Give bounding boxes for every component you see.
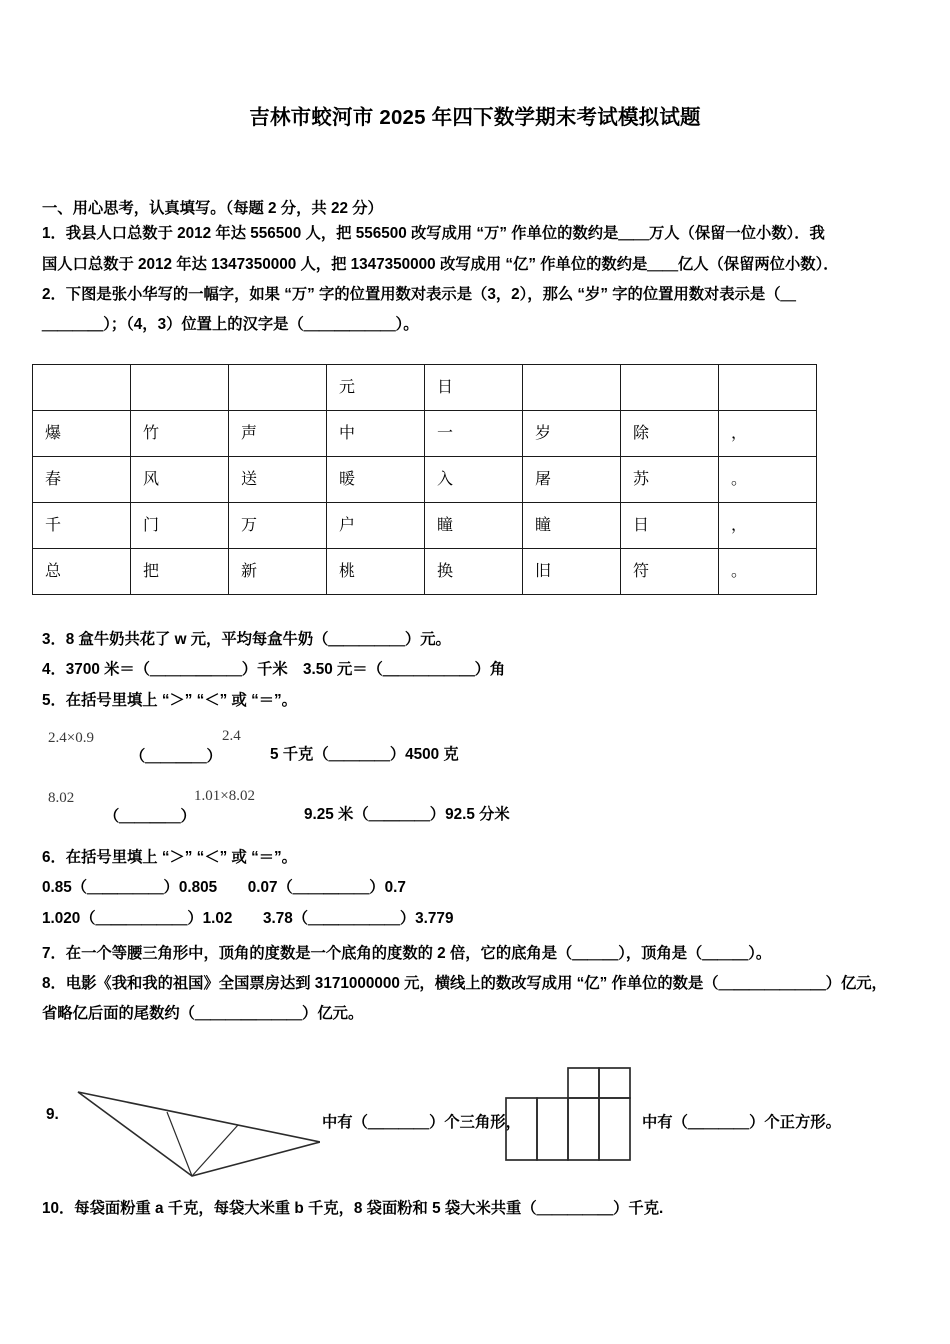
grid-cell: 苏	[621, 457, 719, 503]
question-1-line-1: 1．我县人口总数于 2012 年达 556500 人，把 556500 改写成用 “万” 作单位的数约是＿＿万人（保留一位小数）．我	[42, 225, 825, 243]
grid-cell: 旧	[523, 549, 621, 595]
grid-cell: 春	[33, 457, 131, 503]
question-9-text-triangles: 中有（＿＿＿＿）个三角形，	[322, 1114, 521, 1131]
grid-cell: ，	[719, 503, 817, 549]
question-10: 10．每袋面粉重 a 千克，每袋大米重 b 千克，8 袋面粉和 5 袋大米共重（＿＿＿＿＿）千克.	[42, 1200, 664, 1217]
q5-right-expression: 2.4	[222, 728, 241, 744]
grid-cell: 桃	[327, 549, 425, 595]
square-grid-figure	[500, 1062, 645, 1167]
q5-unit-comparison[interactable]: 9.25 米（＿＿＿＿）92.5 分米	[304, 806, 510, 823]
grid-cell: 声	[229, 411, 327, 457]
grid-cell	[131, 365, 229, 411]
grid-cell: 屠	[523, 457, 621, 503]
page-title: 吉林市蛟河市 2025 年四下数学期末考试模拟试题	[249, 106, 701, 129]
q5-answer-blank[interactable]: （＿＿＿＿）	[130, 748, 222, 765]
grid-cell: 中	[327, 411, 425, 457]
grid-cell	[719, 365, 817, 411]
question-9-text-squares: 中有（＿＿＿＿）个正方形。	[642, 1114, 841, 1131]
exam-body	[42, 197, 920, 336]
q5-answer-blank[interactable]: （＿＿＿＿）	[104, 808, 196, 825]
table-row	[33, 503, 817, 549]
grid-cell: 。	[719, 549, 817, 595]
question-9-number: 9.	[46, 1106, 59, 1123]
grid-cell: 符	[621, 549, 719, 595]
question-5-prompt: 5．在括号里填上 “＞” “＜” 或 “＝”。	[42, 691, 297, 709]
grid-cell: 换	[425, 549, 523, 595]
question-2-line-2: ＿＿＿＿）；（4，3）位置上的汉字是（＿＿＿＿＿＿）。	[42, 316, 419, 333]
grid-cell: 日	[621, 503, 719, 549]
q5-left-expression: 8.02	[48, 790, 75, 806]
question-8-line-1: 8．电影《我和我的祖国》全国票房达到 3171000000 元，横线上的数改写成用 “亿” 作单位的数是（＿＿＿＿＿＿＿）亿元，	[42, 975, 887, 992]
grid-cell: 一	[425, 411, 523, 457]
question-2-line-1: 2．下图是张小华写的一幅字，如果 “万” 字的位置用数对表示是（3，2），那么 “岁” 字的位置用数对表示是（＿	[42, 285, 796, 303]
grid-cell: 把	[131, 549, 229, 595]
triangle-figure	[70, 1084, 320, 1179]
grid-cell: 新	[229, 549, 327, 595]
question-3: 3．8 盒牛奶共花了 w 元，平均每盒牛奶（＿＿＿＿＿）元。	[42, 631, 451, 648]
section-heading: 一、用心思考，认真填写。（每题 2 分，共 22 分）	[42, 200, 383, 217]
grid-cell: 日	[425, 365, 523, 411]
question-8-line-2: 省略亿后面的尾数约（＿＿＿＿＿＿＿）亿元。	[42, 1005, 364, 1023]
question-4: 4．3700 米＝（＿＿＿＿＿＿）千米 3.50 元＝（＿＿＿＿＿＿）角	[42, 661, 506, 679]
question-7: 7．在一个等腰三角形中，顶角的度数是一个底角的度数的 2 倍，它的底角是（＿＿＿），顶角是（＿＿＿）。	[42, 944, 772, 962]
question-5-rows	[42, 726, 922, 842]
grid-cell: 入	[425, 457, 523, 503]
grid-cell: 总	[33, 549, 131, 595]
question-5-row-1	[42, 726, 922, 784]
grid-cell: 竹	[131, 411, 229, 457]
grid-cell	[33, 365, 131, 411]
question-5-row-2	[42, 784, 922, 842]
grid-cell: 风	[131, 457, 229, 503]
grid-cell: 爆	[33, 411, 131, 457]
grid-cell: 暖	[327, 457, 425, 503]
questions-6-8-block	[42, 846, 920, 1026]
table-row	[33, 365, 817, 411]
question-9-block	[42, 1062, 922, 1182]
grid-cell: ，	[719, 411, 817, 457]
q5-left-expression: 2.4×0.9	[48, 730, 94, 746]
grid-cell	[229, 365, 327, 411]
grid-cell: 千	[33, 503, 131, 549]
grid-cell: 户	[327, 503, 425, 549]
grid-cell: 瞳	[523, 503, 621, 549]
character-grid-table	[32, 364, 817, 595]
table-row	[33, 549, 817, 595]
question-6-prompt: 6．在括号里填上 “＞” “＜” 或 “＝”。	[42, 849, 297, 866]
grid-cell: 。	[719, 457, 817, 503]
question-6-line-2: 1.020（＿＿＿＿＿＿）1.02 3.78（＿＿＿＿＿＿）3.779	[42, 909, 454, 927]
table-row	[33, 457, 817, 503]
q5-right-expression: 1.01×8.02	[194, 788, 255, 804]
questions-3-5-block	[42, 628, 920, 712]
grid-cell: 元	[327, 365, 425, 411]
table-row	[33, 411, 817, 457]
grid-cell	[621, 365, 719, 411]
q5-unit-comparison[interactable]: 5 千克（＿＿＿＿）4500 克	[270, 746, 459, 763]
grid-cell	[523, 365, 621, 411]
grid-cell: 送	[229, 457, 327, 503]
grid-cell: 万	[229, 503, 327, 549]
grid-cell: 岁	[523, 411, 621, 457]
question-6-line-1: 0.85（＿＿＿＿＿）0.805 0.07（＿＿＿＿＿）0.7	[42, 879, 406, 897]
grid-cell: 瞳	[425, 503, 523, 549]
grid-cell: 门	[131, 503, 229, 549]
question-1-line-2: 国人口总数于 2012 年达 1347350000 人，把 1347350000 改写成用 “亿” 作单位的数约是＿＿亿人（保留两位小数）．	[42, 255, 839, 273]
grid-cell: 除	[621, 411, 719, 457]
